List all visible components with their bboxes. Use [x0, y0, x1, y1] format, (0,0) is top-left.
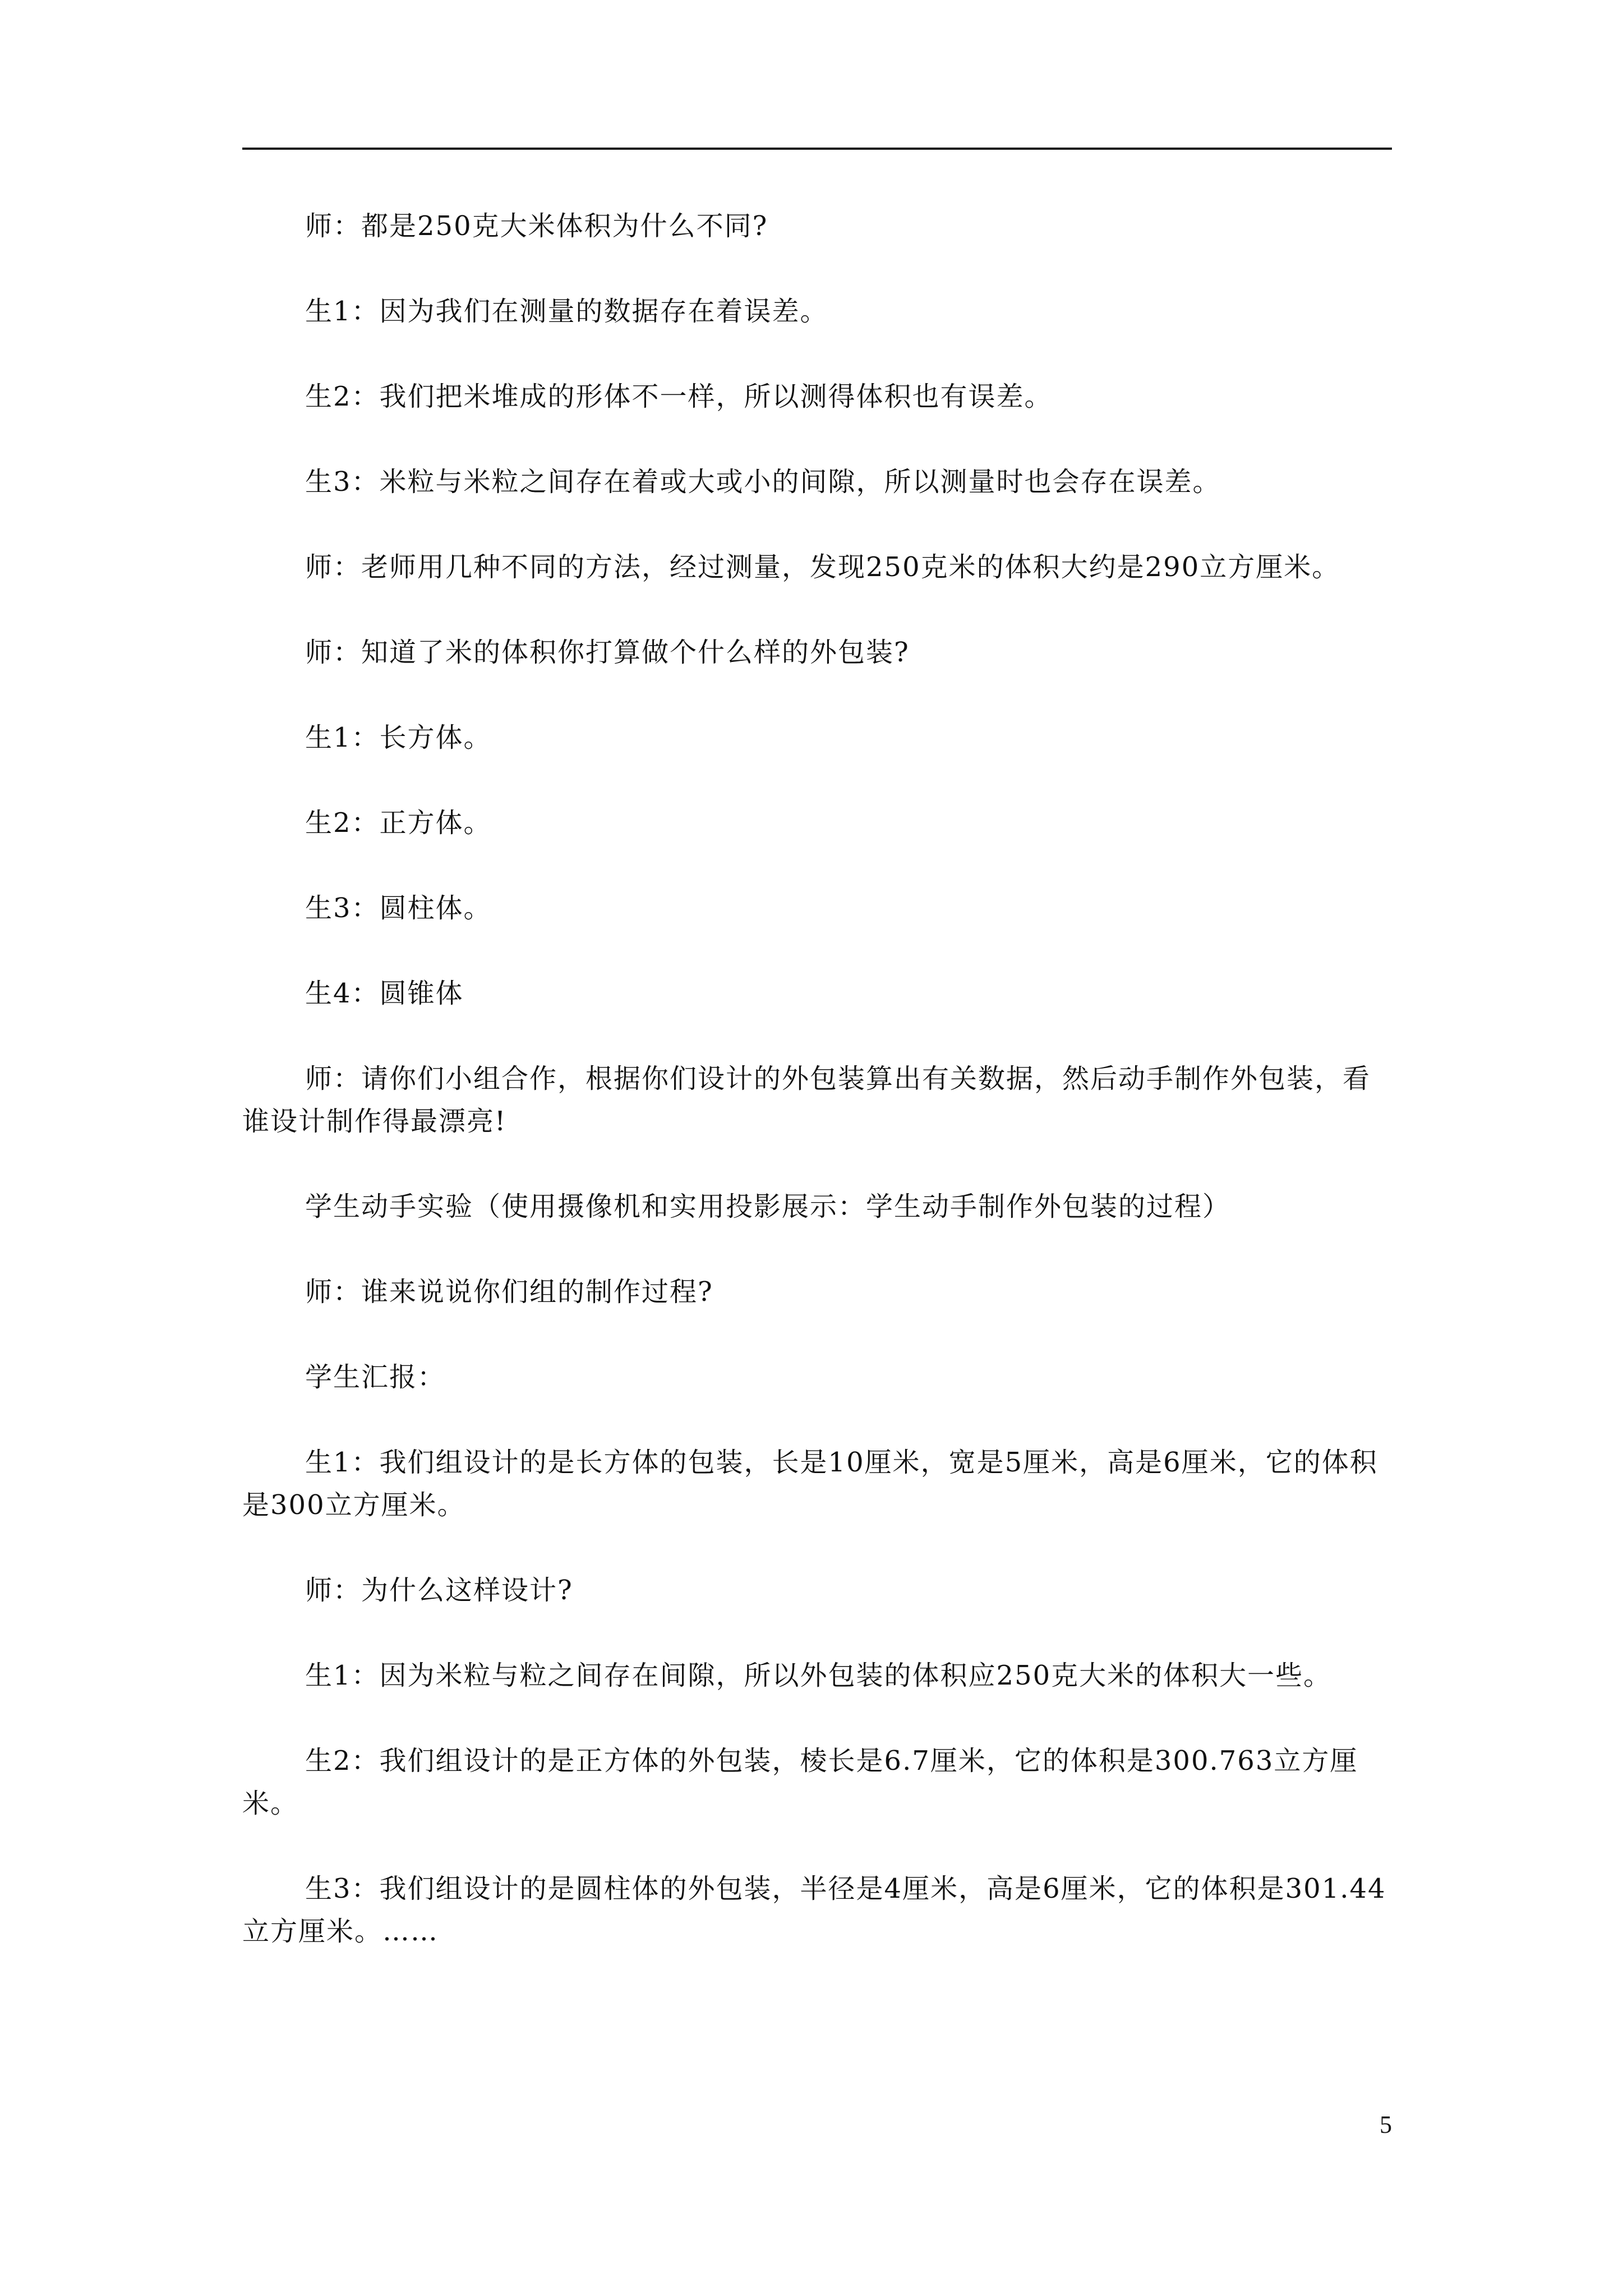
paragraph: 生4：圆锥体: [305, 978, 464, 1009]
paragraph: 生2：我们组设计的是正方体的外包装，棱长是6.7厘米，它的体积是300.763立方厘米。: [242, 1745, 1358, 1819]
paragraph: 生3：我们组设计的是圆柱体的外包装，半径是4厘米，高是6厘米，它的体积是301.44立方厘米。……: [242, 1873, 1386, 1947]
paragraph: 师：都是250克大米体积为什么不同?: [305, 210, 768, 242]
paragraph: 学生动手实验（使用摄像机和实用投影展示：学生动手制作外包装的过程）: [305, 1191, 1231, 1222]
paragraph: 师：请你们小组合作，根据你们设计的外包装算出有关数据，然后动手制作外包装，看谁设计制作得最漂亮!: [242, 1063, 1371, 1137]
paragraph: 师：知道了米的体积你打算做个什么样的外包装?: [305, 637, 910, 668]
paragraph: 生3：圆柱体。: [305, 892, 492, 924]
paragraph: 师：老师用几种不同的方法，经过测量，发现250克米的体积大约是290立方厘米。: [305, 551, 1340, 583]
paragraph: 生1：因为我们在测量的数据存在着误差。: [305, 296, 828, 327]
paragraph: 生1：长方体。: [305, 722, 492, 753]
header-rule: [242, 148, 1392, 150]
paragraph: 学生汇报：: [305, 1361, 446, 1393]
paragraph: 师：谁来说说你们组的制作过程?: [305, 1276, 713, 1308]
paragraph: 生1：因为米粒与粒之间存在间隙，所以外包装的体积应250克大米的体积大一些。: [305, 1660, 1332, 1691]
page-number: 5: [1380, 2111, 1392, 2138]
document-body: [242, 205, 1392, 1995]
paragraph: 生2：我们把米堆成的形体不一样，所以测得体积也有误差。: [305, 381, 1053, 412]
paragraph: 生1：我们组设计的是长方体的包装，长是10厘米，宽是5厘米，高是6厘米，它的体积是300立方厘米。: [242, 1447, 1378, 1521]
paragraph: 生2：正方体。: [305, 807, 492, 839]
paragraph: 生3：米粒与米粒之间存在着或大或小的间隙，所以测量时也会存在误差。: [305, 466, 1221, 498]
paragraph: 师：为什么这样设计?: [305, 1575, 573, 1606]
